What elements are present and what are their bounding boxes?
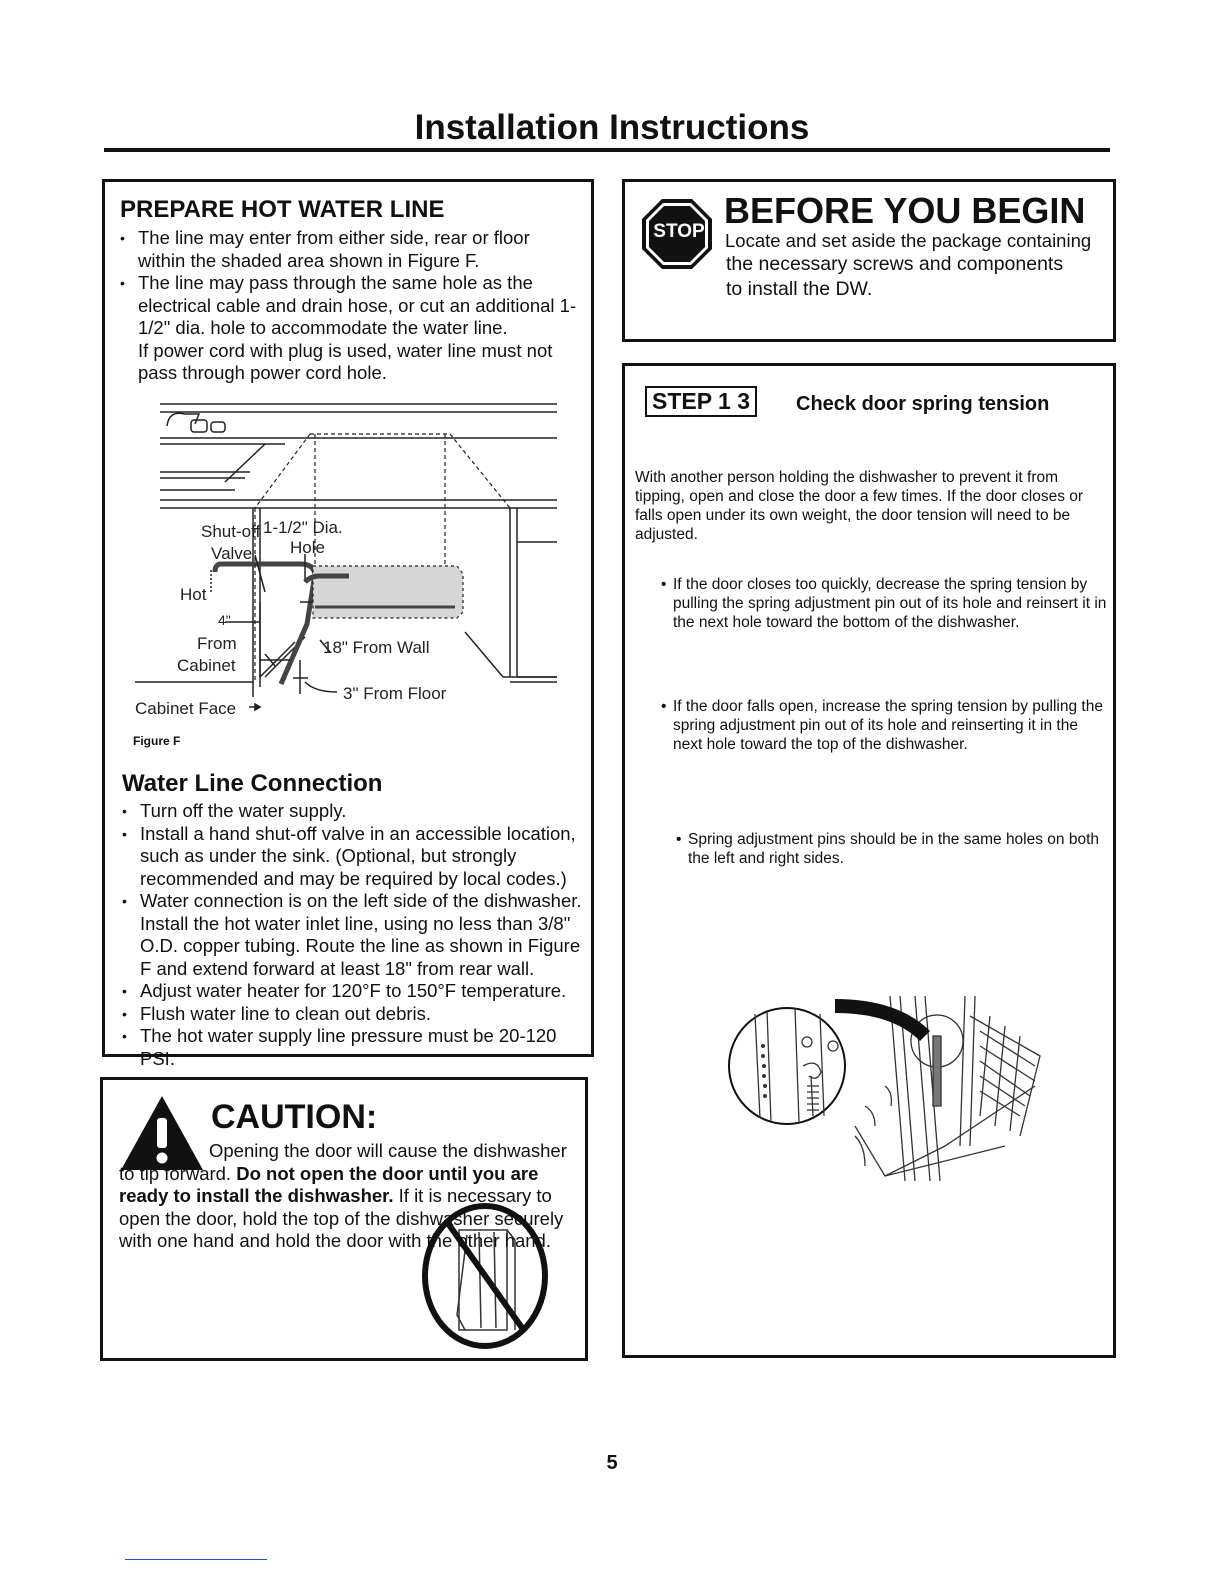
label-18-from-wall: 18" From Wall	[323, 638, 430, 657]
door-spring-illustration	[725, 986, 1065, 1216]
label-valve: Valve	[211, 544, 253, 563]
prepare-hot-water-box	[102, 179, 594, 1069]
caution-text	[119, 1140, 574, 1253]
before-line-1: Locate and set aside the package containing	[725, 230, 1092, 251]
caution-text-2: If it is necessary to open the door, hold the top of the dishwasher securely with one hand and hold the door with the other hand.	[119, 1185, 564, 1251]
step-bullet-3: • Spring adjustment pins should be in the same holes on both the left and right sides.	[688, 830, 1113, 868]
water-line-list	[122, 800, 584, 1070]
page-number: 5	[606, 1452, 618, 1474]
before-you-begin-box	[622, 179, 1116, 342]
step-intro: With another person holding the dishwasher to prevent it from tipping, open and close the door a few times. If the door closes or falls open under its own weight, the door tension will need to be adjusted.	[635, 469, 1084, 543]
page-title: Installation Instructions	[414, 108, 810, 147]
before-line-2: the necessary screws and components	[726, 253, 1064, 275]
step-box	[622, 363, 1116, 1358]
step-bullet-1: • If the door closes too quickly, decrease the spring tension by pulling the spring adjustment pin out of its hole and reinsert it in the next hole toward the bottom of the dishwasher.	[673, 575, 1109, 632]
label-hot: Hot	[180, 585, 207, 604]
label-3-from-floor: 3" From Floor	[343, 684, 447, 703]
step-badge: STEP 1 3	[645, 386, 757, 417]
before-you-begin-heading: BEFORE YOU BEGIN	[724, 190, 1086, 231]
before-line-3: to install the DW.	[726, 278, 873, 300]
step-heading: Check door spring tension	[796, 393, 1050, 415]
list-item: • Flush water line to clean out debris.	[122, 1003, 584, 1026]
label-shutoff: Shut-off	[201, 522, 261, 541]
label-cabinet: Cabinet	[177, 656, 236, 675]
list-item: • The hot water supply line pressure must be 20-120 PSI.	[122, 1025, 584, 1070]
list-item: • The line may pass through the same hole as the electrical cable and drain hose, or cut an additional 1-1/2" dia. hole to accommodate the water line.	[120, 272, 580, 340]
label-dia: 1-1/2" Dia.	[263, 518, 343, 537]
figure-f-caption: Figure F	[133, 734, 181, 748]
list-item: • Adjust water heater for 120°F to 150°F temperature.	[122, 980, 584, 1003]
caution-heading: CAUTION:	[211, 1098, 378, 1136]
caution-box	[100, 1077, 588, 1361]
list-item: • Turn off the water supply.	[122, 800, 584, 823]
title-rule	[104, 148, 1110, 152]
caution-text-bold: Do not open the door until you are ready to install the dishwasher.	[119, 1162, 539, 1206]
caution-text-1: Opening the door will cause the dishwasher to tip forward.	[119, 1140, 567, 1184]
footer-link-rule	[125, 1559, 267, 1560]
list-item: • Water connection is on the left side of the dishwasher. Install the hot water inlet line, using no less than 3/8" O.D. copper tubing. Route the line as shown in Figure F and extend forward at least 18" from rear wall.	[122, 890, 584, 980]
stop-label: STOP	[653, 221, 705, 242]
label-4in: 4"	[218, 612, 231, 628]
list-item: • The line may enter from either side, rear or floor within the shaded area shown in Figure F.	[120, 227, 580, 272]
prepare-hot-water-heading: PREPARE HOT WATER LINE	[120, 196, 445, 223]
water-line-heading: Water Line Connection	[122, 770, 383, 797]
label-cabinet-face: Cabinet Face	[135, 699, 237, 718]
power-cord-note: If power cord with plug is used, water line must not pass through power cord hole.	[138, 339, 553, 383]
label-from: From	[197, 634, 237, 653]
label-hole: Hole	[290, 538, 325, 557]
step-bullet-2: • If the door falls open, increase the spring tension by pulling the spring adjustment pin out of its hole and reinserting it in the next hole toward the top of the dishwasher.	[673, 697, 1109, 754]
list-item: • Install a hand shut-off valve in an accessible location, such as under the sink. (Optional, but strongly recommended and may be required by local codes.)	[122, 823, 584, 891]
